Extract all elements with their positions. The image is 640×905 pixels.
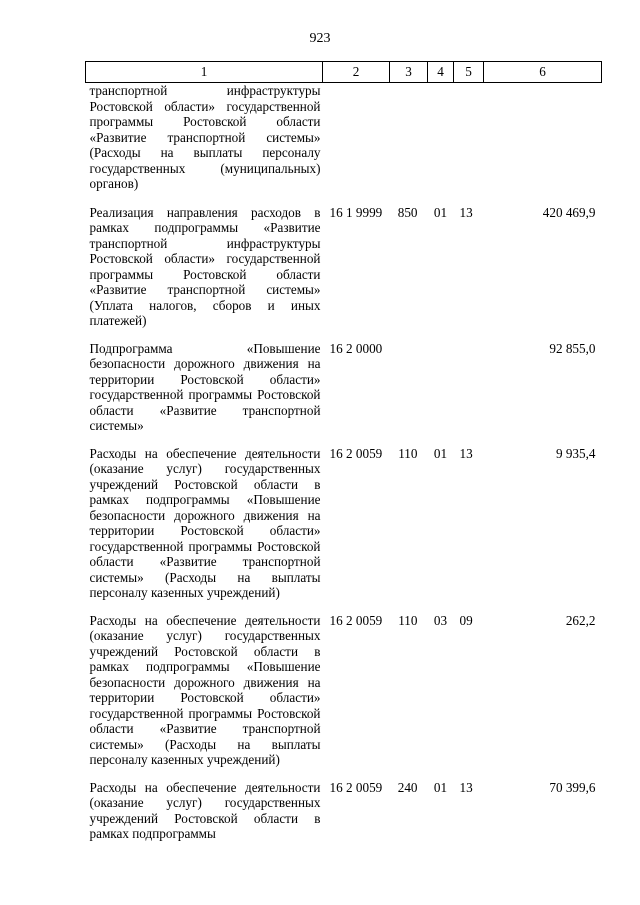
table-row (86, 83, 602, 203)
table-row (86, 611, 602, 778)
target-article-code: 16 2 0000 (329, 340, 383, 356)
subsection-code: 09 (459, 612, 473, 628)
table-row (86, 444, 602, 611)
column-header: 5 (454, 62, 484, 83)
target-article-code (323, 83, 390, 203)
subsection-code: 13 (459, 445, 473, 461)
column-header: 3 (390, 62, 428, 83)
expense-type-code: 850 (397, 204, 418, 220)
section-code (428, 339, 454, 444)
column-header: 6 (484, 62, 602, 83)
table-header-row (86, 62, 602, 83)
subsection-code (454, 83, 484, 203)
page-number: 923 (309, 31, 331, 46)
amount-value: 92 855,0 (549, 340, 596, 356)
budget-table (85, 61, 602, 852)
target-article-code: 16 2 0059 (329, 445, 383, 461)
table-row (86, 778, 602, 852)
column-header: 1 (86, 62, 323, 83)
target-article-code: 16 2 0059 (329, 612, 383, 628)
expense-type-code (390, 339, 428, 444)
expense-type-code: 110 (398, 445, 418, 461)
subsection-code (454, 339, 484, 444)
amount-value: 70 399,6 (549, 779, 596, 795)
row-description: Подпрограмма «Повышение безопасности дорожного движения на территории Ростовской области» государственной программы Ростовской области «Развитие транспортной системы» (89, 340, 321, 433)
expense-type-code: 110 (398, 612, 418, 628)
section-code: 03 (433, 612, 448, 628)
amount-value (484, 83, 602, 203)
target-article-code: 16 1 9999 (329, 204, 383, 220)
column-header: 2 (323, 62, 390, 83)
row-description: Реализация направления расходов в рамках подпрограммы «Развитие транспортной инфраструктуры Ростовской области» государственной программы Ростовской области «Развитие транспортной системы» (Уплата налогов, сборов и иных платежей) (89, 204, 321, 328)
section-code: 01 (433, 445, 448, 461)
section-code: 01 (433, 204, 448, 220)
row-description: Расходы на обеспечение деятельности (оказание услуг) государственных учреждений Ростовской области в рамках подпрограммы «Повышение безопасности дорожного движения на территории Ростовской области» государственной программы Ростовской области «Развитие транспортной системы» (Расходы на выплаты персоналу казенных учреждений) (89, 445, 321, 600)
expense-type-code (390, 83, 428, 203)
section-code (428, 83, 454, 203)
row-description: Расходы на обеспечение деятельности (оказание услуг) государственных учреждений Ростовской области в рамках подпрограммы «Повышение безопасности дорожного движения на территории Ростовской области» государственной программы Ростовской области «Развитие транспортной системы» (Расходы на выплаты персоналу казенных учреждений) (89, 612, 321, 767)
column-header: 4 (428, 62, 454, 83)
amount-value: 9 935,4 (555, 445, 596, 461)
subsection-code: 13 (459, 779, 473, 795)
table-row (86, 203, 602, 339)
amount-value: 262,2 (565, 612, 596, 628)
row-description: транспортной инфраструктуры Ростовской области» государственной программы Ростовской области «Развитие транспортной системы» (Расходы на выплаты персоналу государственных (муниципальных) органов) (89, 83, 321, 191)
target-article-code: 16 2 0059 (329, 779, 383, 795)
table-row (86, 339, 602, 444)
section-code: 01 (433, 779, 448, 795)
amount-value: 420 469,9 (542, 204, 596, 220)
expense-type-code: 240 (397, 779, 418, 795)
subsection-code: 13 (459, 204, 473, 220)
row-description: Расходы на обеспечение деятельности (оказание услуг) государственных учреждений Ростовской области в рамках подпрограммы (89, 779, 321, 841)
